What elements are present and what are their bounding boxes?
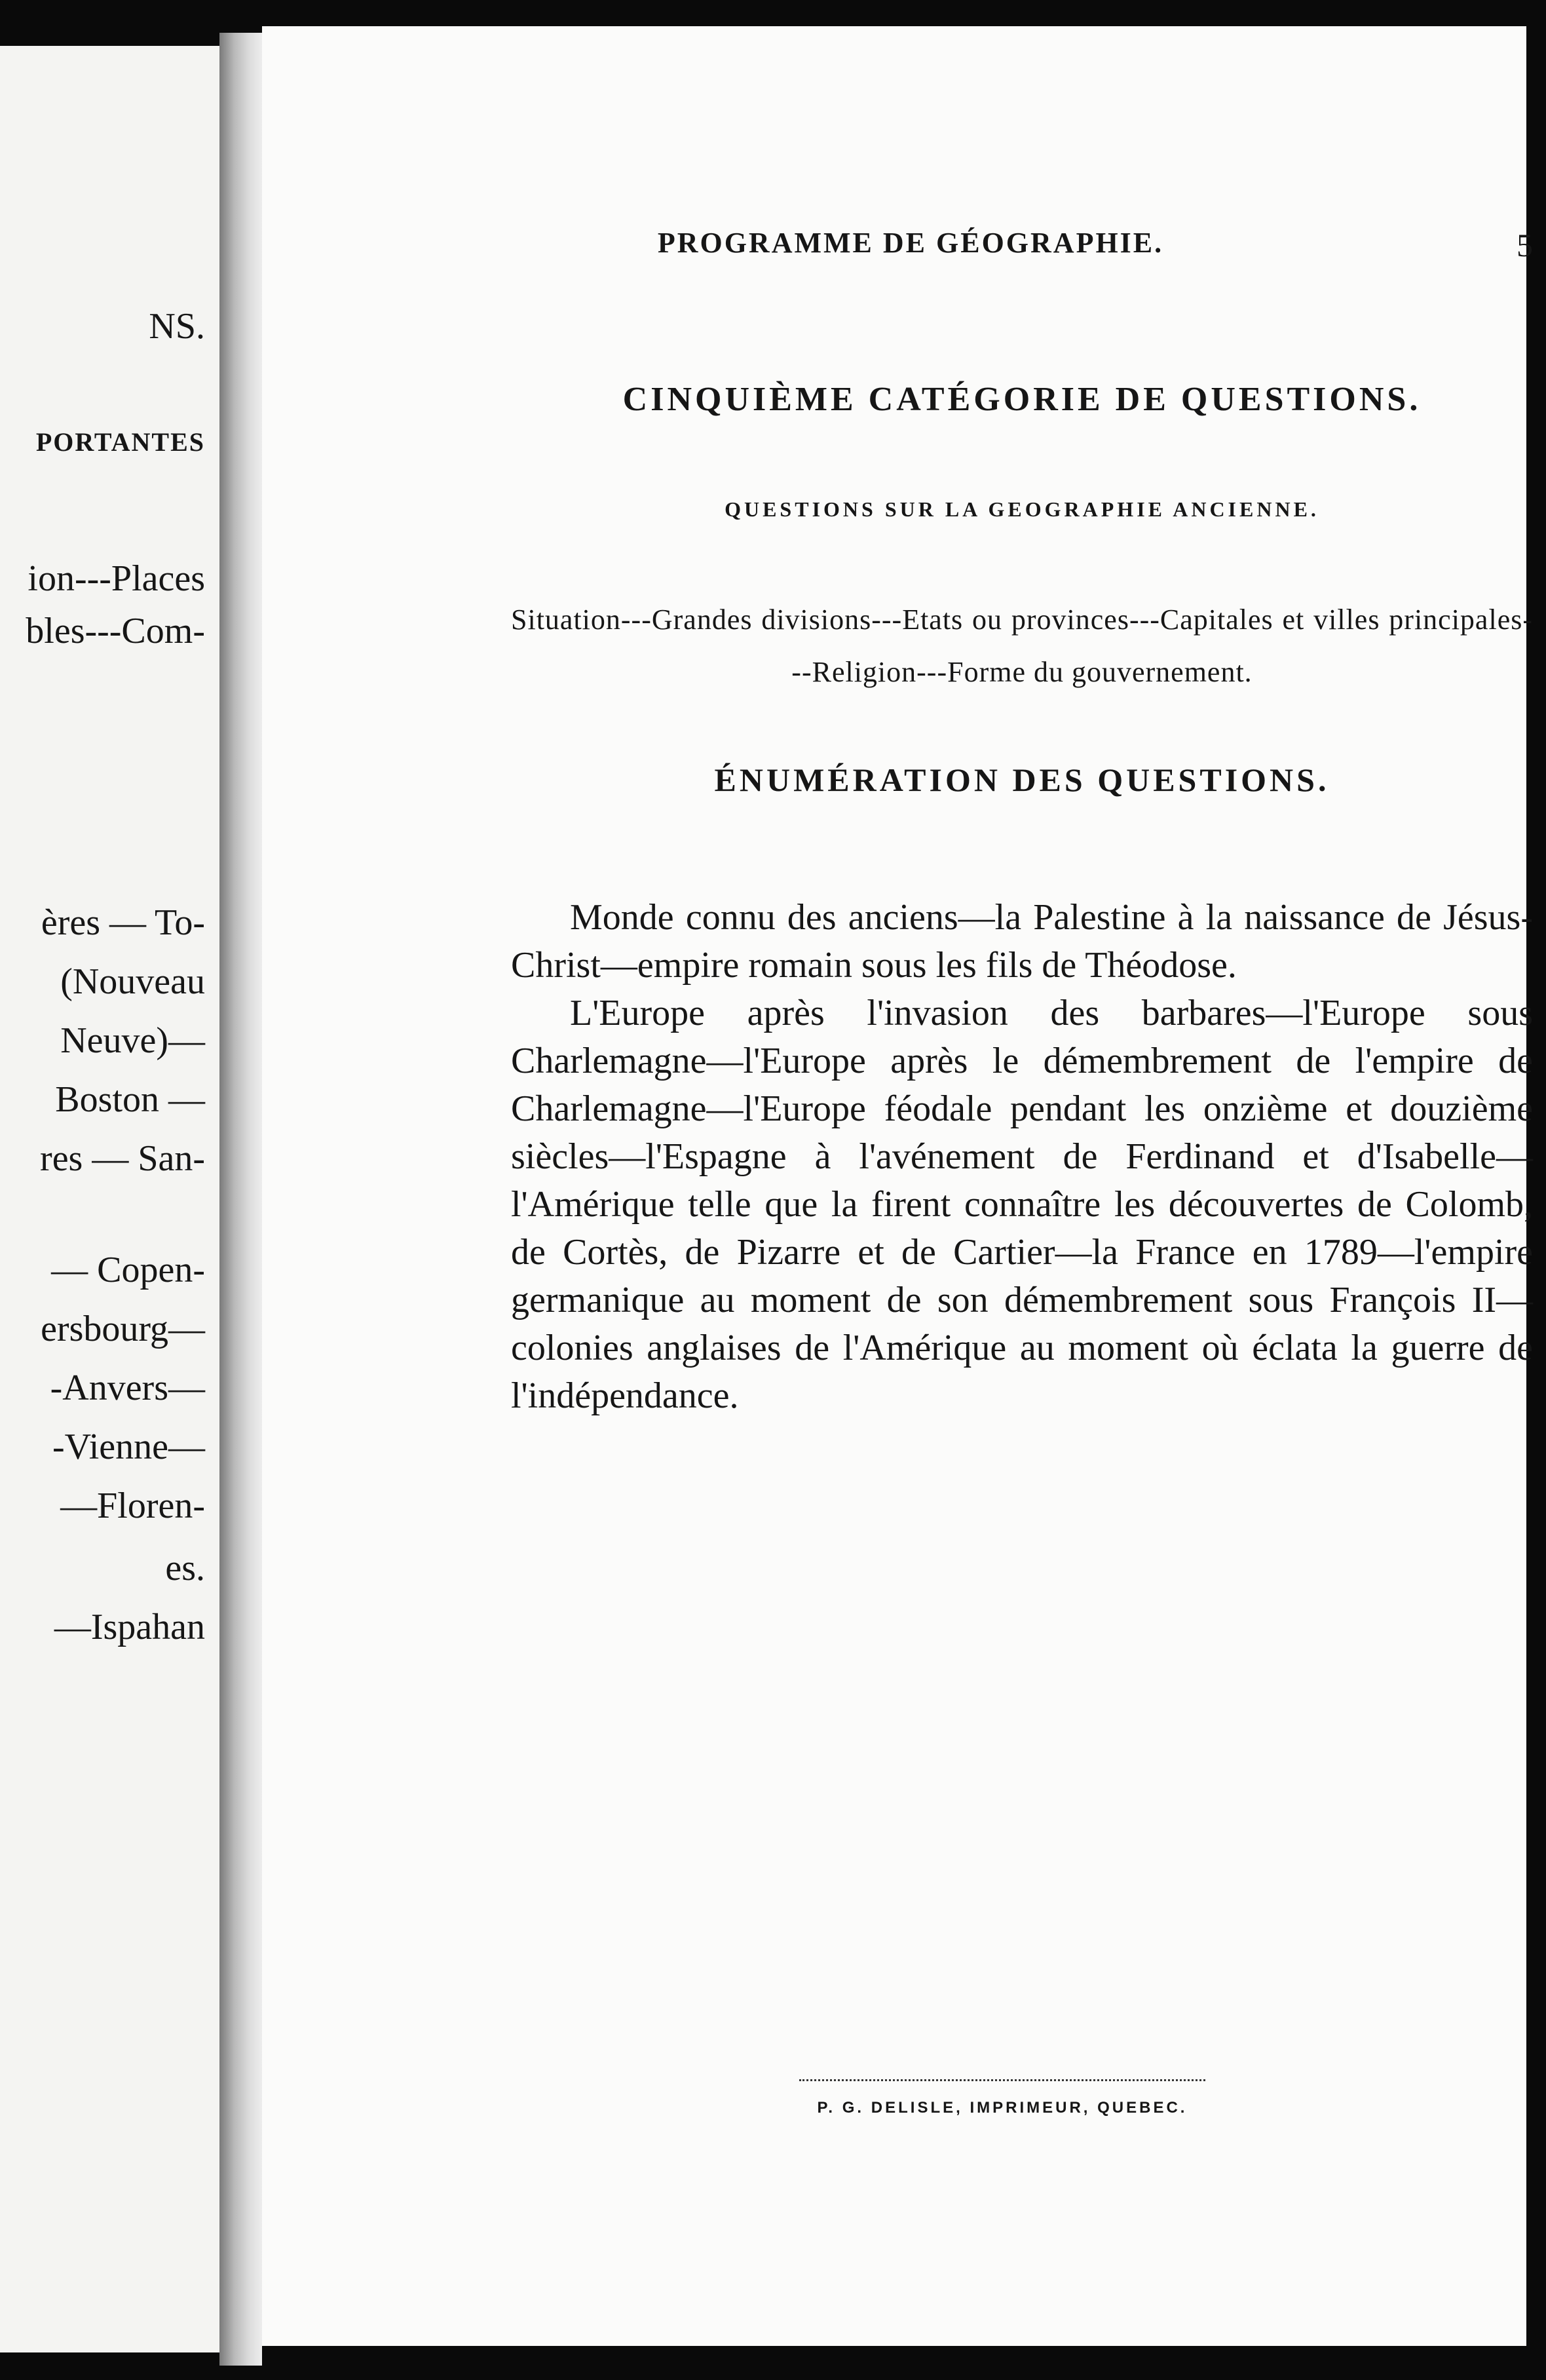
printer-imprint: P. G. DELISLE, IMPRIMEUR, QUEBEC. bbox=[817, 2099, 1188, 2117]
left-page-line: bles---Com- bbox=[26, 611, 205, 651]
left-page-line: (Nouveau bbox=[60, 961, 205, 1002]
left-page-line: es. bbox=[165, 1548, 205, 1588]
left-page-line: PORTANTES bbox=[35, 427, 205, 457]
left-page bbox=[0, 46, 219, 2352]
category-title: CINQUIÈME CATÉGORIE DE QUESTIONS. bbox=[622, 381, 1422, 418]
enumeration-title: ÉNUMÉRATION DES QUESTIONS. bbox=[714, 761, 1330, 798]
left-page-line: Neuve)— bbox=[60, 1020, 205, 1061]
main-content bbox=[511, 380, 1533, 1420]
left-page-line: —Ispahan bbox=[54, 1607, 205, 1647]
left-page-line: Boston — bbox=[55, 1079, 205, 1120]
running-head: PROGRAMME DE GÉOGRAPHIE. bbox=[657, 227, 1164, 259]
left-page-line: ersbourg— bbox=[41, 1309, 205, 1349]
topics-list: Situation---Grandes divisions---Etats ou provinces---Capitales et villes principales---Religion---Forme du gouvernement. bbox=[511, 604, 1533, 688]
book-gutter bbox=[219, 33, 262, 2366]
paragraph: Monde connu des anciens—la Palestine à la naissance de Jésus-Christ—empire romain sous les fils de Théodose. bbox=[511, 897, 1533, 986]
left-page-line: — Copen- bbox=[51, 1250, 205, 1290]
body-text bbox=[511, 894, 1533, 1420]
paragraph: L'Europe après l'invasion des barbares—l'Europe sous Charlemagne—l'Europe après le démembrement de l'empire de Charlemagne—l'Europe féodale pendant les onzième et douzième siècles—l'Espagne à l'avénement de Ferdinand et d'Isabelle—l'Amérique telle que la firent connaître les découvertes de Colomb, de Cortès, de Pizarre et de Cartier—la France en 1789—l'empire germanique au moment de son démembrement sous François II—colonies anglaises de l'Amérique au moment où éclata la guerre de l'indépendance. bbox=[511, 993, 1533, 1416]
left-page-line: —Floren- bbox=[60, 1486, 205, 1526]
left-page-line: NS. bbox=[149, 306, 205, 347]
right-page bbox=[262, 26, 1533, 2346]
left-page-line: ion---Places bbox=[28, 558, 205, 599]
left-page-line: -Vienne— bbox=[52, 1427, 205, 1467]
left-page-line: ères — To- bbox=[41, 902, 205, 943]
left-page-line: res — San- bbox=[40, 1138, 205, 1179]
section-subtitle: QUESTIONS SUR LA GEOGRAPHIE ANCIENNE. bbox=[725, 497, 1319, 521]
page-number: 5 bbox=[1517, 227, 1533, 263]
footer-rule bbox=[799, 2079, 1205, 2081]
left-page-line: -Anvers— bbox=[50, 1368, 205, 1408]
page-header bbox=[485, 226, 1546, 272]
